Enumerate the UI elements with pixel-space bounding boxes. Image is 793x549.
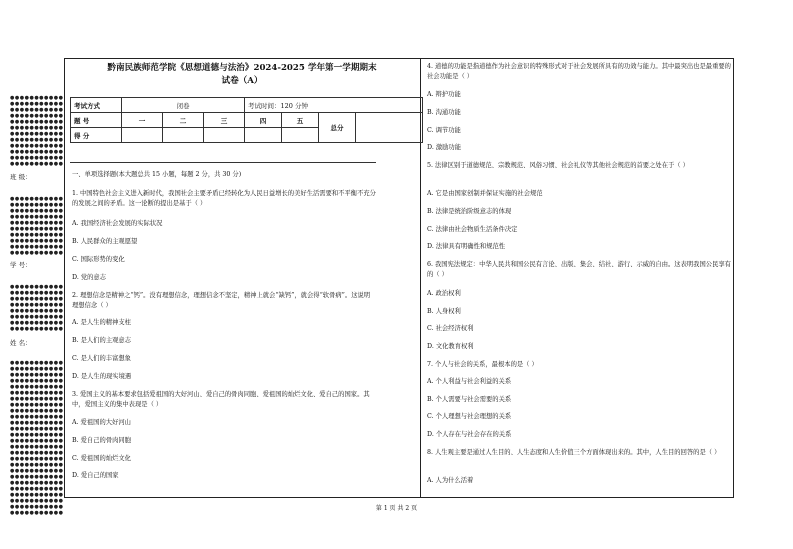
- q5-option-a[interactable]: A. 它是由国家创制并保证实施的社会规范: [427, 190, 543, 197]
- score-table: [70, 97, 423, 143]
- q4-option-a[interactable]: A. 辩护功能: [427, 91, 461, 98]
- q3-option-d[interactable]: D. 爱自己的国家: [72, 472, 119, 479]
- q7-option-c[interactable]: C. 个人理想与社会理想的关系: [427, 413, 512, 420]
- q7-option-a[interactable]: A. 个人利益与社会利益的关系: [427, 378, 512, 385]
- exam-method-row: [71, 98, 423, 113]
- q5-option-c[interactable]: C. 法律由社会物质生活条件决定: [427, 226, 518, 233]
- part-5: 五: [282, 113, 319, 128]
- q3-option-b[interactable]: B. 爱自己的骨肉同胞: [72, 437, 132, 444]
- question-6-stem: 6. 我国宪法规定：中华人民共和国公民有言论、出版、集会、结社、游行、示威的自由。这表明我国公民享有的（ ）: [427, 261, 731, 278]
- q4-option-b[interactable]: B. 沟通功能: [427, 109, 461, 116]
- q1-option-d[interactable]: D. 党的意志: [72, 274, 107, 281]
- part-2: 二: [163, 113, 204, 128]
- exam-time: 考试时间：120 分钟: [245, 98, 423, 113]
- question-number-row: [71, 113, 423, 128]
- section-rule: [70, 162, 376, 163]
- binding-dots-1: ●●●●●●●●●●● ●●●●●●●●●●● ●●●●●●●●●●● ●●●●●●●●●●● ●●●●●●●●●●● ●●●●●●●●●●● ●●●●●●●●●●● ●●●●●●●●●●● ●●●●●●●●●●● ●●●●●●●●●●● ●●●●●●●●●●● ●●●●●●●●●●●: [10, 95, 64, 167]
- page-footer: 第 1 页 共 2 页: [375, 505, 418, 512]
- score-cell-4[interactable]: [245, 128, 282, 143]
- q2-option-a[interactable]: A. 是人生的精神支柱: [72, 319, 131, 326]
- title-line-2: 试卷（A）: [221, 76, 263, 86]
- exam-title: [72, 62, 412, 88]
- q7-option-d[interactable]: D. 个人存在与社会存在的关系: [427, 431, 512, 438]
- score-cell-1[interactable]: [122, 128, 163, 143]
- question-5-stem: 5. 法律区别于道德规范、宗教规范、风俗习惯、社会礼仪等其他社会规范的首要之处在于（ ）: [427, 162, 689, 169]
- q1-option-a[interactable]: A. 我国经济社会发展的实际状况: [72, 220, 163, 227]
- q6-option-d[interactable]: D. 文化教育权利: [427, 343, 474, 350]
- exam-method-label: 考试方式: [71, 98, 122, 113]
- question-4-stem: 4. 道德的功能是指道德作为社会意识的特殊形式对于社会发展所具有的功效与能力。其中最突出也是最重要的社会功能是（ ）: [427, 63, 731, 80]
- q1-option-b[interactable]: B. 人民群众的主观愿望: [72, 238, 138, 245]
- binding-dots-4: ●●●●●●●●●●● ●●●●●●●●●●● ●●●●●●●●●●● ●●●●●●●●●●● ●●●●●●●●●●● ●●●●●●●●●●● ●●●●●●●●●●● ●●●●●●●●●●● ●●●●●●●●●●● ●●●●●●●●●●● ●●●●●●●●●●● ●●●●●●●●●●● ●●●●●●●●●●● ●●●●●●●●●●● ●●●●●●●●●●● ●●●●●●●●●●● ●●●●●●●●●●● ●●●●●●●●●●● ●●●●●●●●●●● ●●●●●●●●●●● ●●●●●●●●●●● ●●●●●●●●●●● ●●●●●●●●●●● ●●●●●●●●●●● ●●●●●●●●●●● ●●●●●●●●●●●: [10, 360, 64, 516]
- question-2-stem: 2. 理想信念是精神之“钙”。没有理想信念，理想信念不坚定，精神上就会“缺钙”，就会得“软骨病”。这说明理想信念（ ）: [72, 292, 371, 309]
- section-1-heading: 一、单项选择题(本大题总共 15 小题，每题 2 分，共 30 分): [72, 171, 242, 178]
- question-8-stem: 8. 人生观主要是通过人生目的、人生态度和人生价值三个方面体现出来的。其中，人生目的回答的是（ ）: [427, 449, 721, 456]
- q6-option-c[interactable]: C. 社会经济权利: [427, 325, 474, 332]
- total-label: 总分: [319, 113, 356, 143]
- q2-option-d[interactable]: D. 是人生的现实境遇: [72, 373, 132, 380]
- q5-option-b[interactable]: B. 法律是统治阶级意志的体现: [427, 208, 512, 215]
- q4-option-c[interactable]: C. 调节功能: [427, 127, 461, 134]
- binding-dots-2: ●●●●●●●●●●● ●●●●●●●●●●● ●●●●●●●●●●● ●●●●●●●●●●● ●●●●●●●●●●● ●●●●●●●●●●● ●●●●●●●●●●● ●●●●●●●●●●● ●●●●●●●●●●● ●●●●●●●●●●●: [10, 196, 64, 256]
- q2-option-b[interactable]: B. 是人们的主观意志: [72, 337, 132, 344]
- binding-dots-3: ●●●●●●●●●●● ●●●●●●●●●●● ●●●●●●●●●●● ●●●●●●●●●●● ●●●●●●●●●●● ●●●●●●●●●●● ●●●●●●●●●●● ●●●●●●●●●●●: [10, 284, 64, 332]
- question-1-stem: 1. 中国特色社会主义进入新时代，我国社会主要矛盾已经转化为人民日益增长的美好生活需要和不平衡不充分的发展之间的矛盾。这一论断的提出是基于（ ）: [72, 190, 376, 207]
- part-1: 一: [122, 113, 163, 128]
- score-cell-5[interactable]: [282, 128, 319, 143]
- question-7-stem: 7. 个人与社会的关系，最根本的是（ ）: [427, 361, 538, 368]
- total-score-cell[interactable]: [356, 113, 423, 143]
- name-label: 姓 名：: [10, 339, 32, 347]
- q8-option-a[interactable]: A. 人为什么活着: [427, 477, 474, 484]
- q6-option-a[interactable]: A. 政治权利: [427, 290, 461, 297]
- q4-option-d[interactable]: D. 激励功能: [427, 144, 462, 151]
- question-3-stem: 3. 爱国主义的基本要求包括爱祖国的大好河山、爱自己的骨肉同胞、爱祖国的灿烂文化、爱自己的国家。其中，爱国主义的集中表现是（ ）: [72, 391, 370, 408]
- exam-method-value: 闭卷: [122, 98, 245, 113]
- title-line-1: 黔南民族师范学院《思想道德与法治》2024-2025 学年第一学期期末: [107, 63, 377, 73]
- q5-option-d[interactable]: D. 法律具有明确性和规范性: [427, 243, 506, 250]
- q7-option-b[interactable]: B. 个人需要与社会需要的关系: [427, 396, 512, 403]
- score-cell-2[interactable]: [163, 128, 204, 143]
- q6-option-b[interactable]: B. 人身权利: [427, 308, 461, 315]
- class-label: 班 级：: [10, 173, 32, 181]
- part-3: 三: [204, 113, 245, 128]
- question-no-label: 题 号: [71, 113, 122, 128]
- q2-option-c[interactable]: C. 是人们的丰富想象: [72, 355, 131, 362]
- score-label: 得 分: [71, 128, 122, 143]
- score-cell-3[interactable]: [204, 128, 245, 143]
- q3-option-a[interactable]: A. 爱祖国的大好河山: [72, 419, 131, 426]
- part-4: 四: [245, 113, 282, 128]
- q1-option-c[interactable]: C. 国际形势的变化: [72, 256, 125, 263]
- q3-option-c[interactable]: C. 爱祖国的灿烂文化: [72, 455, 131, 462]
- student-id-label: 学 号：: [10, 261, 32, 269]
